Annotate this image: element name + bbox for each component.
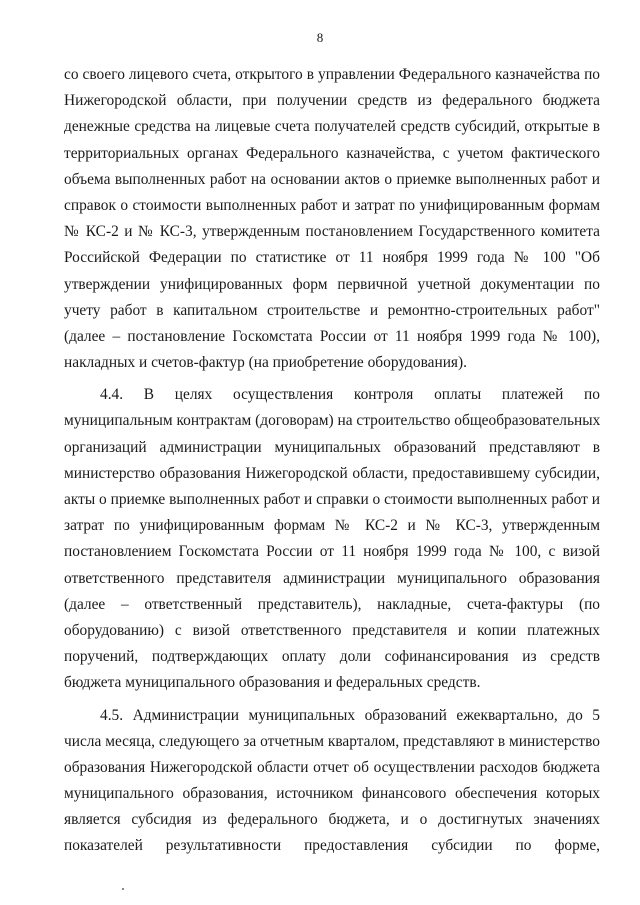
text-line: (далее – постановление Госкомстата России от 11 ноября 1999 года № 100), [64, 327, 600, 345]
text-line: министерство образования Нижегородской области, предоставившему субсидии, [64, 464, 600, 482]
text-line: затрат по унифицированным формам № КС-2 и № КС-3, утвержденным [64, 517, 600, 535]
text-line: учету работ в капитальном строительстве и ремонтно-строительных работ" [64, 301, 600, 319]
text-line: ответственного представителя администрации муниципального образования [64, 569, 600, 587]
scan-speck [122, 888, 124, 890]
text-line: муниципального образования, источником финансового обеспечения которых [64, 785, 600, 803]
text-line: образования Нижегородской области отчет об осуществлении расходов бюджета [64, 758, 600, 776]
paragraph-4-4-first-line: 4.4. В целях осуществления контроля оплаты платежей по [100, 386, 600, 404]
text-line: поручений, подтверждающих оплату доли софинансирования из средств [64, 648, 600, 666]
text-line: со своего лицевого счета, открытого в управлении Федерального казначейства по [64, 66, 600, 83]
document-body [64, 62, 600, 860]
text-line: объема выполненных работ на основании актов о приемке выполненных работ и [64, 170, 600, 188]
text-line: акты о приемке выполненных работ и справки о стоимости выполненных работ и [64, 491, 600, 508]
text-line: показателей результативности предоставления субсидии по форме, [64, 837, 600, 855]
text-line: постановлением Госкомстата России от 11 ноября 1999 года № 100, с визой [64, 543, 600, 561]
text-line: является субсидия из федерального бюджета, и о достигнутых значениях [64, 811, 600, 829]
text-line: № КС-2 и № КС-3, утвержденным постановлением Государственного комитета [64, 223, 600, 241]
text-line: организаций администрации муниципальных образований представляют в [64, 438, 600, 456]
text-line: (далее – ответственный представитель), накладные, счета-фактуры (по [64, 595, 600, 613]
text-line: Нижегородской области, при получении средств из федерального бюджета [64, 92, 600, 110]
text-line: накладных и счетов-фактур (на приобретение оборудования). [64, 354, 467, 372]
paragraph-4-5-first-line: 4.5. Администрации муниципальных образований ежеквартально, до 5 [100, 706, 600, 724]
text-line: числа месяца, следующего за отчетным кварталом, представляют в министерство [64, 732, 600, 750]
page-number: 8 [316, 30, 324, 45]
text-line: оборудованию) с визой ответственного представителя и копии платежных [64, 621, 600, 639]
text-line: Российской Федерации по статистике от 11 ноября 1999 года № 100 "Об [64, 249, 600, 267]
text-line: территориальных органах Федерального казначейства, с учетом фактического [64, 144, 600, 162]
text-line: муниципальным контрактам (договорам) на строительство общеобразовательных [64, 412, 600, 430]
text-line: справок о стоимости выполненных работ и затрат по унифицированным формам [64, 196, 600, 214]
text-line: бюджета муниципального образования и федеральных средств. [64, 674, 481, 692]
text-line: утверждении унифицированных форм первичной учетной документации по [64, 275, 600, 293]
text-line: денежные средства на лицевые счета получателей средств субсидий, открытые в [64, 118, 600, 136]
